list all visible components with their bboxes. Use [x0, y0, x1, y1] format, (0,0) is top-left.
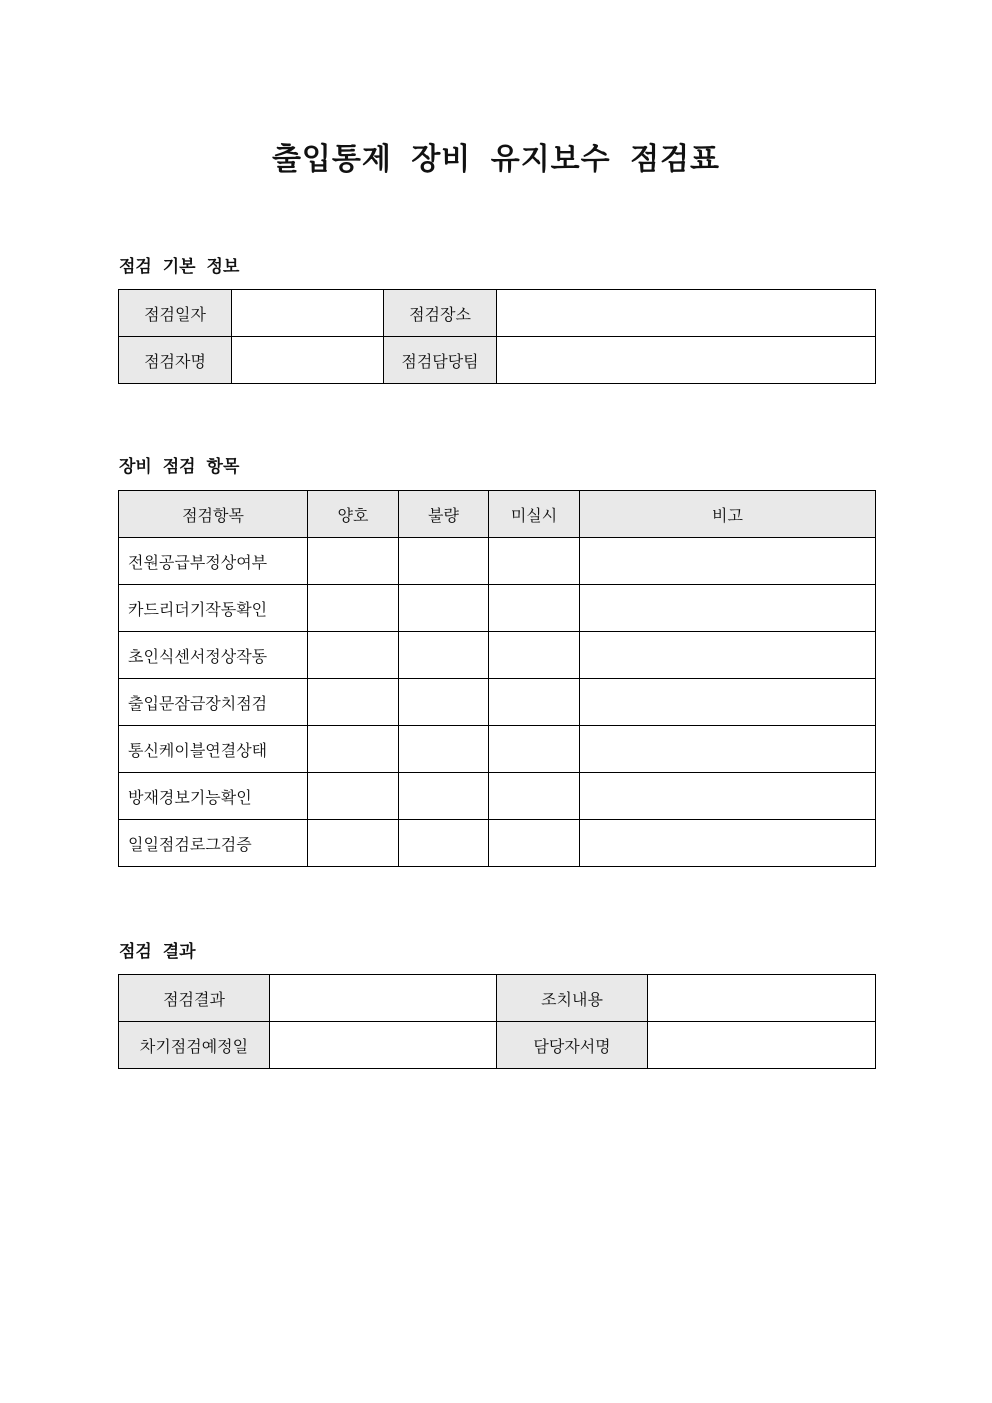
equipment-check-table — [118, 490, 876, 867]
table-row — [119, 585, 876, 632]
label-next-inspection-date: 차기점검예정일 — [119, 1022, 270, 1069]
check-item-label: 일일점검로그검증 — [119, 820, 308, 867]
column-header-bad: 불량 — [399, 491, 489, 538]
column-header-remarks: 비고 — [580, 491, 876, 538]
document-title: 출입통제 장비 유지보수 점검표 — [271, 142, 721, 177]
table-header-row — [119, 491, 876, 538]
check-cell-good[interactable] — [308, 726, 399, 773]
check-cell-not-done[interactable] — [489, 538, 580, 585]
section-heading-result: 점검 결과 — [119, 942, 196, 962]
check-cell-good[interactable] — [308, 820, 399, 867]
check-cell-not-done[interactable] — [489, 585, 580, 632]
section-heading-equipment-check: 장비 점검 항목 — [119, 457, 240, 477]
check-cell-remarks[interactable] — [580, 679, 876, 726]
check-cell-good[interactable] — [308, 679, 399, 726]
table-row — [119, 679, 876, 726]
field-inspector-name[interactable] — [232, 337, 384, 384]
result-row — [119, 1022, 876, 1069]
check-cell-good[interactable] — [308, 538, 399, 585]
check-item-label: 통신케이블연결상태 — [119, 726, 308, 773]
field-inspection-team[interactable] — [497, 337, 876, 384]
field-next-inspection-date[interactable] — [270, 1022, 497, 1069]
check-cell-bad[interactable] — [399, 679, 489, 726]
check-cell-remarks[interactable] — [580, 820, 876, 867]
check-cell-not-done[interactable] — [489, 773, 580, 820]
basic-info-table — [118, 289, 876, 384]
check-cell-remarks[interactable] — [580, 585, 876, 632]
table-row — [119, 773, 876, 820]
check-cell-not-done[interactable] — [489, 820, 580, 867]
table-row — [119, 632, 876, 679]
field-inspection-location[interactable] — [497, 290, 876, 337]
result-table — [118, 974, 876, 1069]
check-item-label: 카드리더기작동확인 — [119, 585, 308, 632]
label-inspection-date: 점검일자 — [119, 290, 232, 337]
column-header-item: 점검항목 — [119, 491, 308, 538]
check-cell-bad[interactable] — [399, 820, 489, 867]
check-cell-remarks[interactable] — [580, 538, 876, 585]
label-inspection-location: 점검장소 — [384, 290, 497, 337]
check-cell-not-done[interactable] — [489, 726, 580, 773]
check-cell-not-done[interactable] — [489, 632, 580, 679]
field-action-taken[interactable] — [648, 975, 876, 1022]
field-inspection-date[interactable] — [232, 290, 384, 337]
check-item-label: 출입문잠금장치점검 — [119, 679, 308, 726]
check-item-label: 전원공급부정상여부 — [119, 538, 308, 585]
column-header-good: 양호 — [308, 491, 399, 538]
field-inspection-result[interactable] — [270, 975, 497, 1022]
table-row — [119, 538, 876, 585]
label-manager-signature: 담당자서명 — [497, 1022, 648, 1069]
check-cell-remarks[interactable] — [580, 726, 876, 773]
label-action-taken: 조치내용 — [497, 975, 648, 1022]
check-cell-remarks[interactable] — [580, 773, 876, 820]
table-row — [119, 726, 876, 773]
check-cell-good[interactable] — [308, 585, 399, 632]
check-cell-not-done[interactable] — [489, 679, 580, 726]
table-row — [119, 820, 876, 867]
check-cell-good[interactable] — [308, 773, 399, 820]
check-cell-remarks[interactable] — [580, 632, 876, 679]
column-header-not-done: 미실시 — [489, 491, 580, 538]
check-cell-bad[interactable] — [399, 726, 489, 773]
check-item-label: 초인식센서정상작동 — [119, 632, 308, 679]
field-manager-signature[interactable] — [648, 1022, 876, 1069]
check-cell-good[interactable] — [308, 632, 399, 679]
basic-info-row — [119, 290, 876, 337]
result-row — [119, 975, 876, 1022]
check-cell-bad[interactable] — [399, 585, 489, 632]
label-inspection-result: 점검결과 — [119, 975, 270, 1022]
check-cell-bad[interactable] — [399, 632, 489, 679]
check-cell-bad[interactable] — [399, 538, 489, 585]
label-inspection-team: 점검담당팀 — [384, 337, 497, 384]
check-cell-bad[interactable] — [399, 773, 489, 820]
check-item-label: 방재경보기능확인 — [119, 773, 308, 820]
section-heading-basic-info: 점검 기본 정보 — [119, 257, 240, 277]
basic-info-row — [119, 337, 876, 384]
label-inspector-name: 점검자명 — [119, 337, 232, 384]
